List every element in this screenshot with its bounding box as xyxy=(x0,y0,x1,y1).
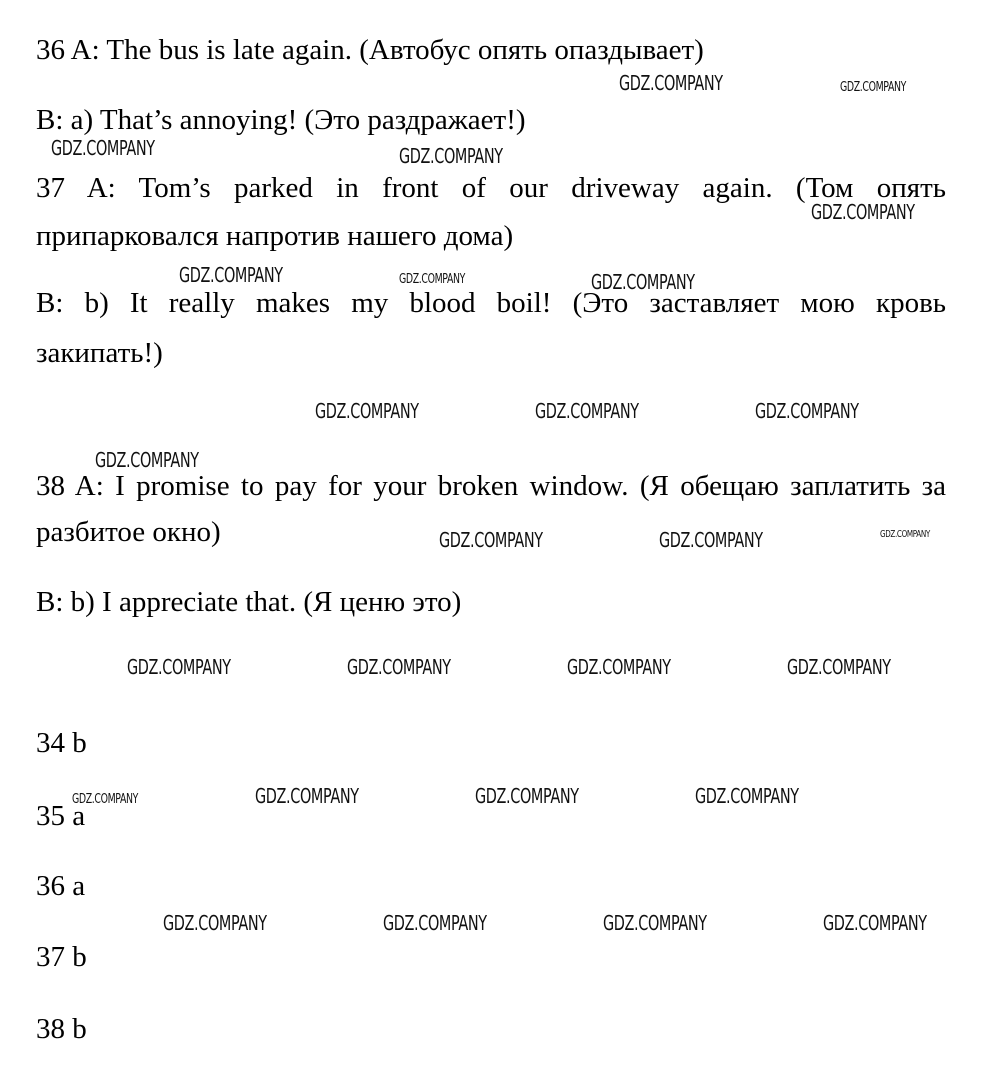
watermark: GDZ.COMPANY xyxy=(95,448,199,472)
dialogue-38-a-line1: 38 A: I promise to pay for your broken window. (Я обещаю заплатить за xyxy=(36,470,946,502)
dialogue-37-b-line2: закипать!) xyxy=(36,337,163,369)
watermark: GDZ.COMPANY xyxy=(439,528,543,552)
watermark: GDZ.COMPANY xyxy=(659,528,763,552)
watermark: GDZ.COMPANY xyxy=(399,144,503,168)
watermark: GDZ.COMPANY xyxy=(179,263,283,287)
dialogue-37-a-line1: 37 A: Tom’s parked in front of our driveway again. (Том опять xyxy=(36,172,946,204)
answer-36: 36 a xyxy=(36,870,86,902)
answer-35: 35 a xyxy=(36,800,86,832)
watermark: GDZ.COMPANY xyxy=(72,792,139,807)
watermark: GDZ.COMPANY xyxy=(880,529,930,540)
answer-37: 37 b xyxy=(36,941,87,973)
watermark: GDZ.COMPANY xyxy=(603,911,707,935)
dialogue-37-a-line2: припарковался напротив нашего дома) xyxy=(36,220,514,252)
watermark: GDZ.COMPANY xyxy=(591,270,695,294)
dialogue-38-a-line2: разбитое окно) xyxy=(36,516,221,548)
watermark: GDZ.COMPANY xyxy=(383,911,487,935)
watermark: GDZ.COMPANY xyxy=(127,655,231,679)
watermark: GDZ.COMPANY xyxy=(347,655,451,679)
watermark: GDZ.COMPANY xyxy=(255,784,359,808)
watermark: GDZ.COMPANY xyxy=(51,136,155,160)
watermark: GDZ.COMPANY xyxy=(695,784,799,808)
watermark: GDZ.COMPANY xyxy=(811,200,915,224)
answer-38: 38 b xyxy=(36,1013,87,1045)
answer-34: 34 b xyxy=(36,727,87,759)
dialogue-36-b: B: a) That’s annoying! (Это раздражает!) xyxy=(36,104,526,136)
watermark: GDZ.COMPANY xyxy=(315,399,419,423)
watermark: GDZ.COMPANY xyxy=(567,655,671,679)
dialogue-38-b: B: b) I appreciate that. (Я ценю это) xyxy=(36,586,462,618)
watermark: GDZ.COMPANY xyxy=(755,399,859,423)
dialogue-36-a: 36 A: The bus is late again. (Автобус опять опаздывает) xyxy=(36,34,704,66)
watermark: GDZ.COMPANY xyxy=(475,784,579,808)
watermark: GDZ.COMPANY xyxy=(535,399,639,423)
watermark: GDZ.COMPANY xyxy=(619,71,723,95)
watermark: GDZ.COMPANY xyxy=(840,80,907,95)
watermark: GDZ.COMPANY xyxy=(399,272,466,287)
watermark: GDZ.COMPANY xyxy=(163,911,267,935)
dialogue-37-b-line1: B: b) It really makes my blood boil! (Это заставляет мою кровь xyxy=(36,287,946,319)
watermark: GDZ.COMPANY xyxy=(787,655,891,679)
watermark: GDZ.COMPANY xyxy=(823,911,927,935)
